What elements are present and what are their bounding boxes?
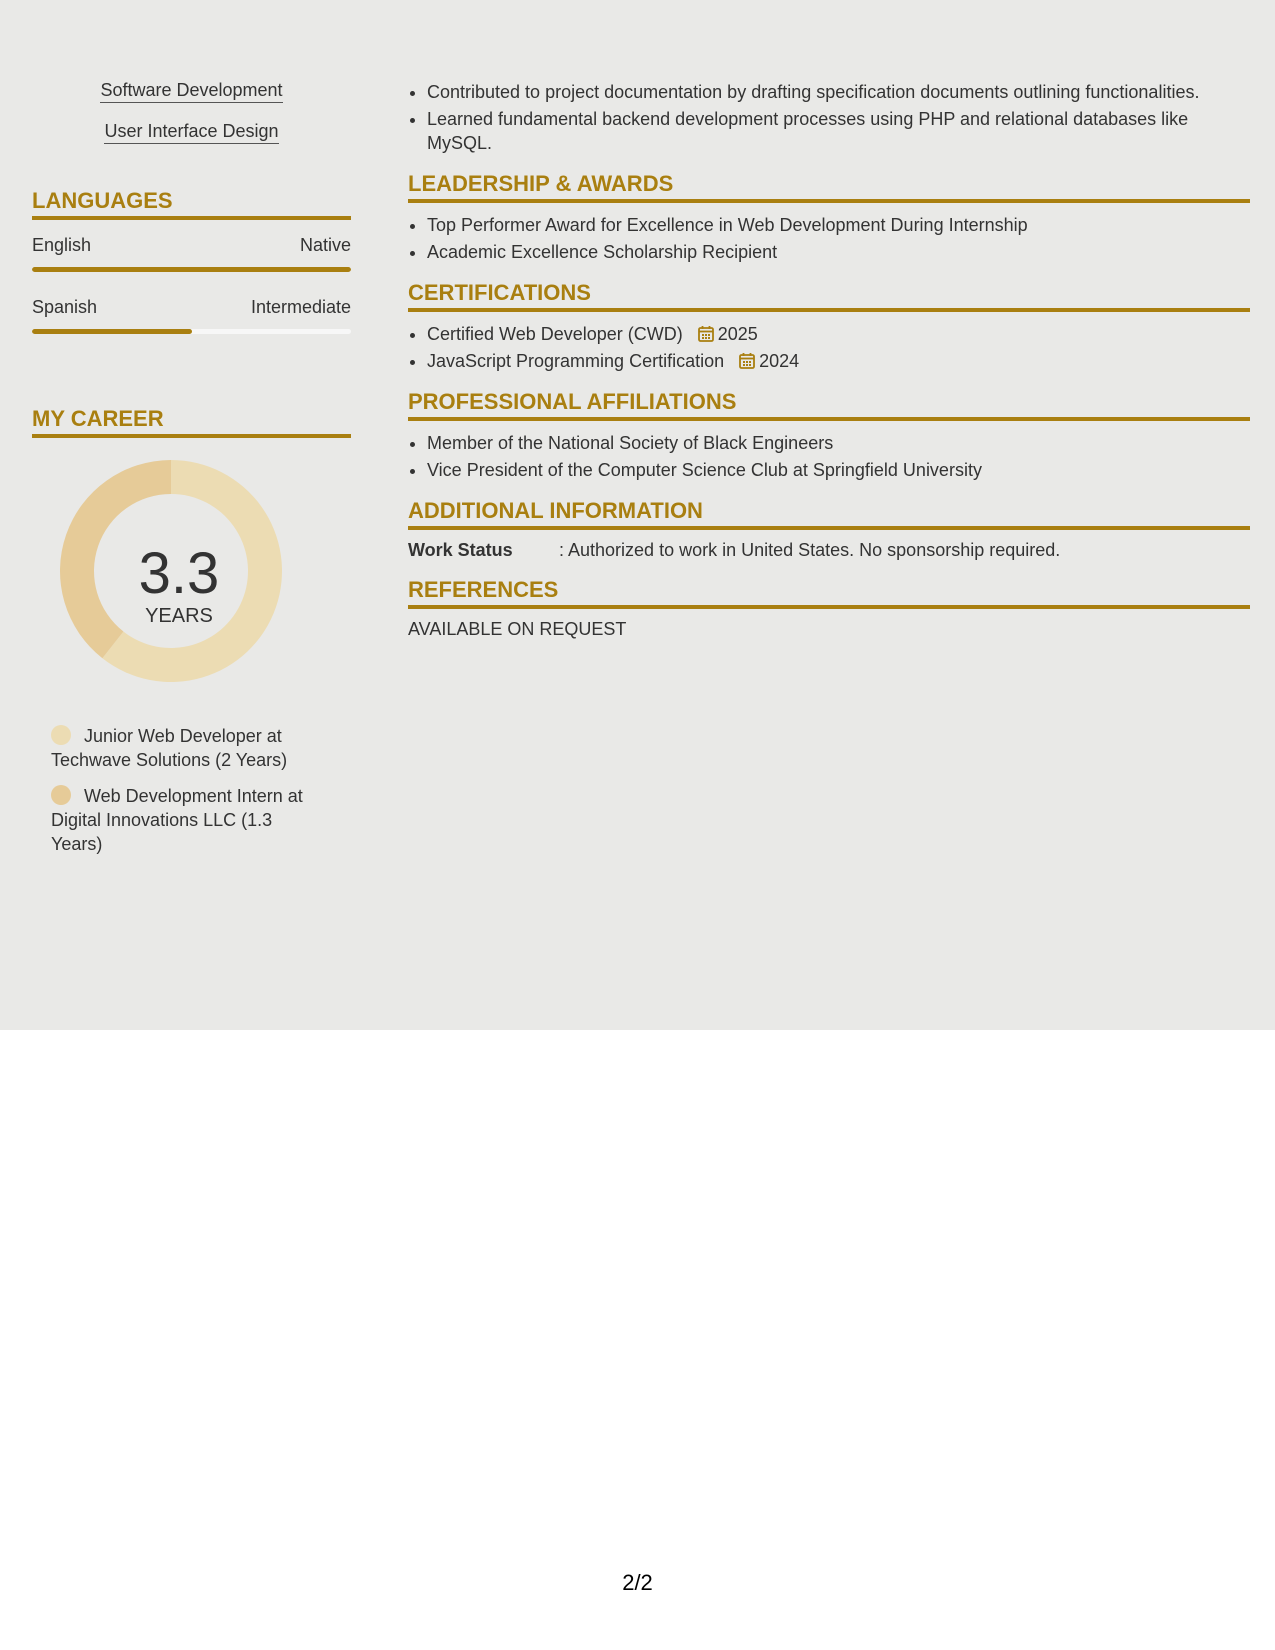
calendar-icon bbox=[698, 325, 714, 342]
certification-item bbox=[427, 322, 1250, 346]
page-number: 2/2 bbox=[622, 1570, 653, 1595]
work-status-value: : Authorized to work in United States. No sponsorship required. bbox=[559, 540, 1061, 560]
language-proficiency-fill bbox=[32, 329, 192, 334]
career-total-unit: YEARS bbox=[145, 605, 213, 627]
list-item: • Learned fundamental backend development processes using PHP and relational databases like MySQL. bbox=[427, 107, 1250, 155]
leadership-heading: LEADERSHIP & AWARDS bbox=[408, 171, 1250, 203]
legend-item bbox=[51, 784, 316, 856]
language-name: Spanish bbox=[32, 297, 98, 317]
additional-info-heading: ADDITIONAL INFORMATION bbox=[408, 498, 1250, 530]
certification-item bbox=[427, 349, 1250, 373]
career-total-value: 3.3 bbox=[138, 541, 220, 606]
references-heading: REFERENCES bbox=[408, 577, 1250, 609]
language-item bbox=[32, 297, 351, 334]
certifications-list bbox=[408, 322, 1250, 373]
affiliations-heading: PROFESSIONAL AFFILIATIONS bbox=[408, 389, 1250, 421]
career-donut-chart bbox=[32, 438, 351, 700]
language-proficiency-fill bbox=[32, 267, 351, 272]
references-text: AVAILABLE ON REQUEST bbox=[408, 619, 627, 639]
career-legend bbox=[51, 724, 316, 856]
certification-name: JavaScript Programming Certification bbox=[427, 351, 725, 371]
language-name: English bbox=[32, 235, 92, 255]
work-status-row bbox=[408, 540, 1250, 561]
right-column bbox=[408, 80, 1250, 640]
legend-label: Junior Web Developer at Techwave Solutions (2 Years) bbox=[51, 726, 288, 770]
affiliations-list bbox=[408, 431, 1250, 482]
skill-link[interactable]: User Interface Design bbox=[104, 121, 278, 144]
skill-link[interactable]: Software Development bbox=[100, 80, 282, 103]
legend-dot bbox=[51, 785, 71, 805]
legend-label: Web Development Intern at Digital Innovations LLC (1.3 Years) bbox=[51, 786, 303, 854]
list-item: • Member of the National Society of Black Engineers bbox=[427, 431, 1250, 455]
language-level: Native bbox=[299, 235, 351, 255]
certification-year: 2025 bbox=[717, 324, 758, 344]
languages-heading: LANGUAGES bbox=[32, 188, 351, 220]
list-item: • Contributed to project documentation by drafting specification documents outlining functionalities. bbox=[427, 80, 1250, 104]
language-item bbox=[32, 235, 351, 272]
list-item: • Top Performer Award for Excellence in Web Development During Internship bbox=[427, 213, 1250, 237]
certification-name: Certified Web Developer (CWD) bbox=[427, 324, 683, 344]
legend-dot bbox=[51, 725, 71, 745]
list-item: • Academic Excellence Scholarship Recipient bbox=[427, 240, 1250, 264]
certification-year: 2024 bbox=[759, 351, 800, 371]
language-level: Intermediate bbox=[250, 297, 351, 317]
career-heading: MY CAREER bbox=[32, 406, 351, 438]
calendar-icon bbox=[739, 352, 755, 369]
certifications-heading: CERTIFICATIONS bbox=[408, 280, 1250, 312]
work-status-label: Work Status bbox=[408, 540, 513, 560]
list-item: • Vice President of the Computer Science Club at Springfield University bbox=[427, 458, 1250, 482]
language-proficiency-bar bbox=[32, 329, 351, 334]
experience-bullets bbox=[408, 80, 1250, 155]
left-column bbox=[32, 80, 351, 868]
language-proficiency-bar bbox=[32, 267, 351, 272]
legend-item bbox=[51, 724, 316, 772]
leadership-list bbox=[408, 213, 1250, 264]
